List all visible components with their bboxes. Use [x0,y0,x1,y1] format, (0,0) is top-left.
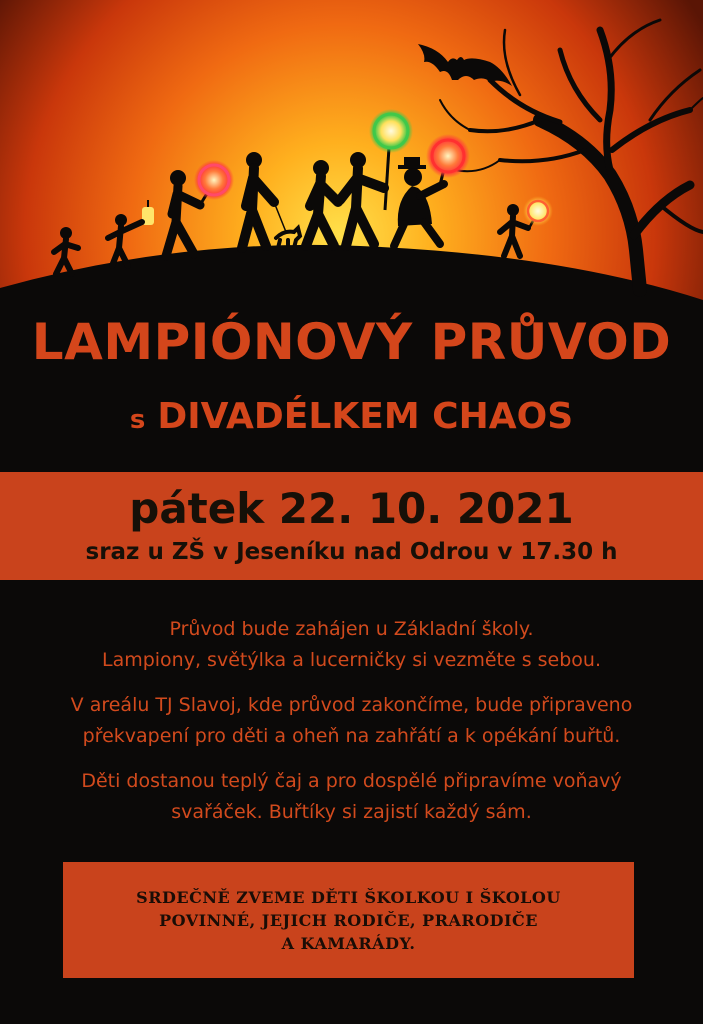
invitation-line: SRDEČNĚ ZVEME DĚTI ŠKOLKOU I ŠKOLOU [136,888,561,907]
invitation-box [63,862,634,978]
paragraph-line: překvapení pro děti a oheň na zahřátí a k opékání buřtů. [82,725,621,747]
subtitle-prefix: s [129,405,146,435]
paragraph-line: Lampiony, světýlka a lucerničky si vezměte s sebou. [101,649,601,671]
event-description [20,614,683,842]
paragraph-line: svařáček. Buřtíky si zajistí každý sám. [171,801,532,823]
paragraph-line: Průvod bude zahájen u Základní školy. [169,618,534,640]
paragraph [20,690,683,752]
meeting-info: sraz u ZŠ v Jeseníku nad Odrou v 17.30 h [85,539,618,565]
event-title: LAMPIÓNOVÝ PRŮVOD [31,313,672,371]
paragraph-line: V areálu TJ Slavoj, kde průvod zakončíme, bude připraveno [70,694,633,716]
event-date: pátek 22. 10. 2021 [129,484,574,533]
invitation-line: POVINNÉ, JEJICH RODIČE, PRARODIČE [159,911,538,930]
subtitle-text: DIVADÉLKEM CHAOS [157,396,574,437]
paragraph [20,614,683,676]
event-subtitle [0,392,703,445]
paragraph-line: Děti dostanou teplý čaj a pro dospělé připravíme voňavý [81,770,622,792]
invitation-line: A KAMARÁDY. [281,934,416,953]
invitation-text [63,886,634,955]
sunset-illustration [0,0,703,300]
paragraph [20,766,683,828]
